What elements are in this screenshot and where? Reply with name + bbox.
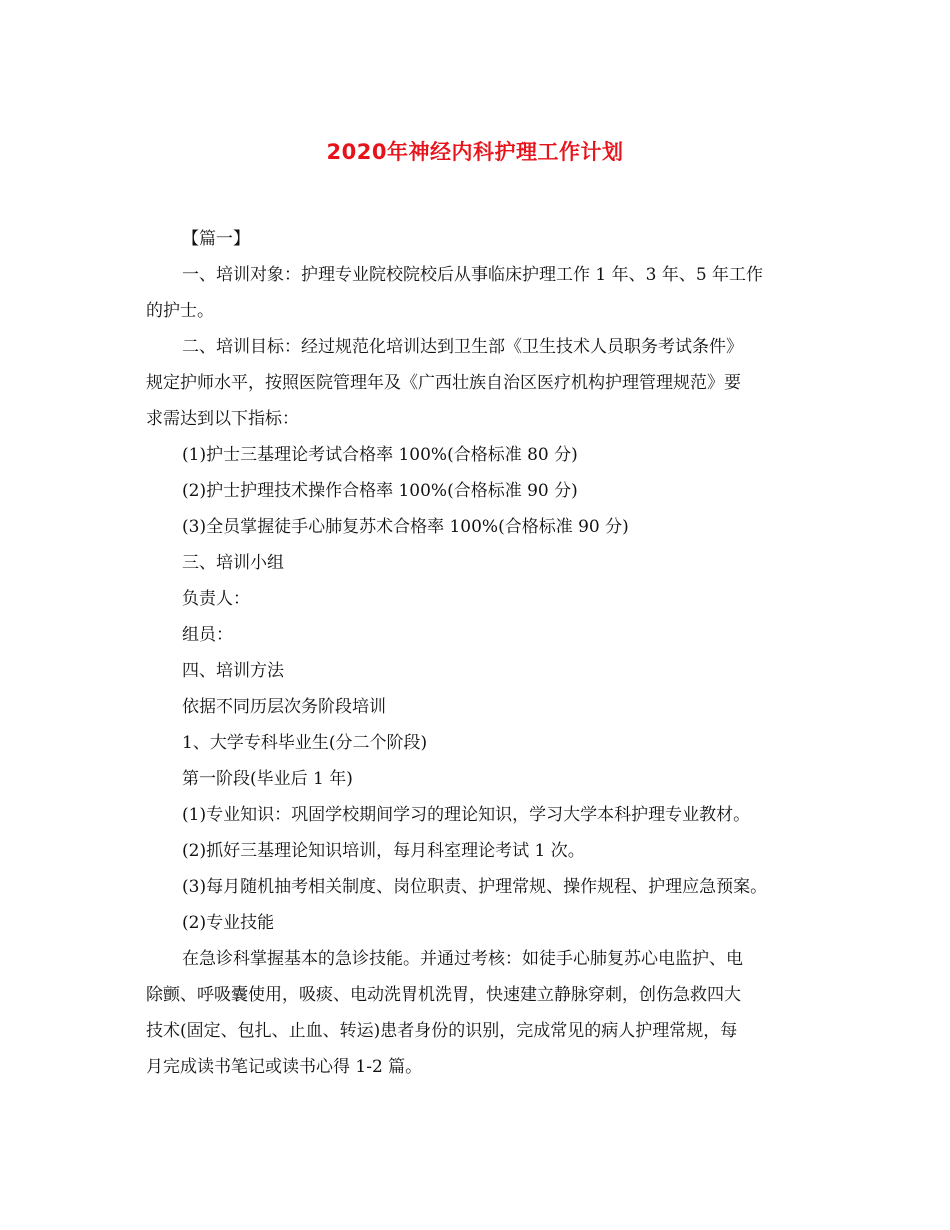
document-line: 四、培训方法 [182,661,284,681]
document-line: 技术(固定、包扎、止血、转运)患者身份的识别，完成常见的病人护理常规，每 [146,1021,738,1041]
document-line: 二、培训目标：经过规范化培训达到卫生部《卫生技术人员职务考试条件》 [182,337,743,357]
document-line: 组员： [182,625,233,645]
document-line: 求需达到以下指标： [146,409,299,429]
document-line: (1)护士三基理论考试合格率 100%(合格标准 80 分) [182,445,578,465]
document-line: 依据不同历层次务阶段培训 [182,697,386,717]
document-line: (3)每月随机抽考相关制度、岗位职责、护理常规、操作规程、护理应急预案。 [182,877,768,897]
document-line: 除颤、呼吸囊使用，吸痰、电动洗胃机洗胃，快速建立静脉穿刺，创伤急救四大 [146,985,741,1005]
document-line: 在急诊科掌握基本的急诊技能。并通过考核：如徒手心肺复苏心电监护、电 [182,949,743,969]
document-line: 月完成读书笔记或读书心得 1-2 篇。 [146,1057,423,1077]
document-line: (2)抓好三基理论知识培训，每月科室理论考试 1 次。 [182,841,585,861]
document-line: (3)全员掌握徒手心肺复苏术合格率 100%(合格标准 90 分) [182,517,629,537]
document-line: 【篇一】 [182,229,250,249]
document-body [0,221,950,1085]
document-line: 规定护师水平，按照医院管理年及《广西壮族自治区医疗机构护理管理规范》要 [146,373,741,393]
document-line: 第一阶段(毕业后 1 年) [182,769,353,789]
document-line: 三、培训小组 [182,553,284,573]
document-line: (1)专业知识：巩固学校期间学习的理论知识，学习大学本科护理专业教材。 [182,805,751,825]
document-line: (2)专业技能 [182,913,275,933]
document-title: 2020年神经内科护理工作计划 [326,140,624,164]
document-line: 的护士。 [146,301,214,321]
document-line: (2)护士护理技术操作合格率 100%(合格标准 90 分) [182,481,578,501]
document-line: 1、大学专科毕业生(分二个阶段) [182,733,428,753]
document-line: 负责人： [182,589,250,609]
document-line: 一、培训对象：护理专业院校院校后从事临床护理工作 1 年、3 年、5 年工作 [182,265,764,285]
